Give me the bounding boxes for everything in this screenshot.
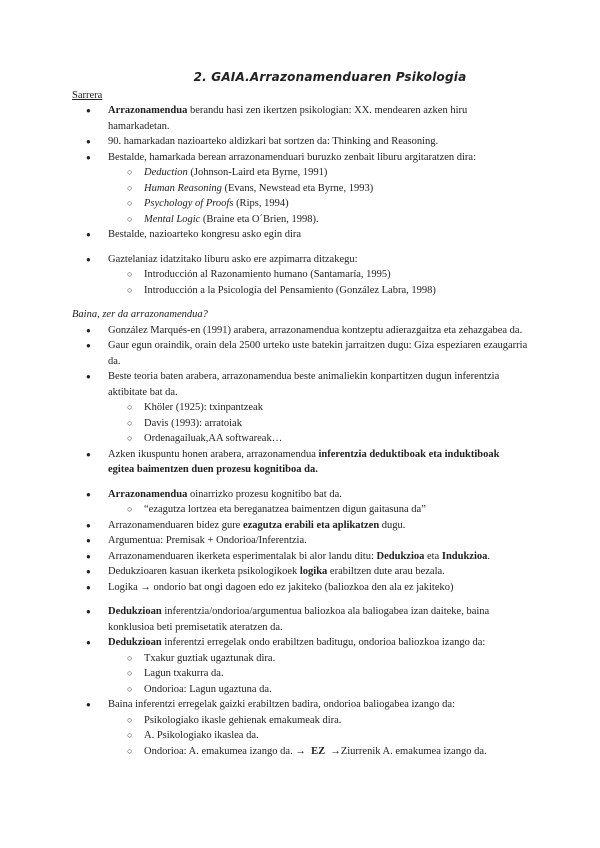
list-item: ● Azken ikuspuntu honen arabera, arrazonamendua inferentzia deduktiboak eta induktiboak egitea baimentzen duen prozesu kognitiboa da. bbox=[72, 447, 528, 478]
list-item: ● Beste teoria baten arabera, arrazonamendua beste animaliekin konpartitzen dugun inferentzia aktibitate bat da. bbox=[72, 369, 528, 400]
bullet-list-sarrera bbox=[72, 103, 528, 243]
list-item: ● Arrazonamenduaren ikerketa esperimentalak bi alor landu ditu: Dedukzioa eta Indukzioa. bbox=[72, 549, 528, 565]
bullet-list-books bbox=[72, 252, 528, 299]
sub-list-item: ○ Ondorioa: Lagun ugaztuna da. bbox=[72, 682, 528, 698]
list-item: ● Gaur egun oraindik, orain dela 2500 urteko uste batekin jarraitzen dugu: Giza espeziaren ezaugarria da. bbox=[72, 338, 528, 369]
sub-list-item: ○ Human Reasoning (Evans, Newstead eta Byrne, 1993) bbox=[72, 181, 528, 197]
list-item: ● Bestalde, hamarkada berean arrazonamenduari buruzko zenbait liburu argitaratzen dira: bbox=[72, 150, 528, 166]
list-item: ● Arrazonamendua berandu hasi zen ikertzen psikologian: XX. mendearen azken hiru hamarkadetan. bbox=[72, 103, 528, 134]
arrow-icon: → bbox=[140, 581, 151, 593]
sub-list-item: ○ Introducción al Razonamiento humano (Santamaría, 1995) bbox=[72, 267, 528, 283]
sub-list-item: ○ Psikologiako ikasle gehienak emakumeak dira. bbox=[72, 713, 528, 729]
list-item: ● Argumentua: Premisak + Ondorioa/Inferentzia. bbox=[72, 533, 528, 549]
list-item: ● Dedukzioaren kasuan ikerketa psikologikoek logika erabiltzen dute arau bezala. bbox=[72, 564, 528, 580]
bullet-list-definition bbox=[72, 323, 528, 478]
sub-list-item: ○ Psychology of Proofs (Rips, 1994) bbox=[72, 196, 528, 212]
sub-list-item: ○ Deduction (Johnson-Laird eta Byrne, 1991) bbox=[72, 165, 528, 181]
sub-list-item: ○ Khöler (1925): txinpantzeak bbox=[72, 400, 528, 416]
list-item: ● Dedukzioan inferentzia/ondorioa/argumentua baliozkoa ala baliogabea izan daiteke, baina konklusioa beti premisetatik ateratzen da. bbox=[72, 604, 528, 635]
arrow-icon: → bbox=[330, 745, 341, 757]
sub-list-item: ○ “ezagutza lortzea eta bereganatzea baimentzen digun gaitasuna da” bbox=[72, 502, 528, 518]
page-title: 2. GAIA.Arrazonamenduaren Psikologia bbox=[193, 70, 467, 84]
list-item: ● Arrazonamenduaren bidez gure ezagutza erabili eta aplikatzen dugu. bbox=[72, 518, 528, 534]
document-page bbox=[72, 70, 528, 759]
list-item: ● Logika → ondorio bat ongi dagoen edo ez jakiteko (baliozkoa den ala ez jakiteko) bbox=[72, 580, 528, 596]
list-item: ● Bestalde, nazioarteko kongresu asko egin dira bbox=[72, 227, 528, 243]
list-item: ● Dedukzioan inferentzi erregelak ondo erabiltzen baditugu, ondorioa baliozkoa izango da: bbox=[72, 635, 528, 651]
sub-list-item: ○ Ordenagailuak,AA softwareak… bbox=[72, 431, 528, 447]
arrow-icon: → bbox=[295, 745, 306, 757]
sub-list-item: ○ Lagun txakurra da. bbox=[72, 666, 528, 682]
sub-list-item: ○ Txakur guztiak ugaztunak dira. bbox=[72, 651, 528, 667]
sub-list-item: ○ A. Psikologiako ikaslea da. bbox=[72, 728, 528, 744]
list-item: ● 90. hamarkadan nazioarteko aldizkari bat sortzen da: Thinking and Reasoning. bbox=[72, 134, 528, 150]
sub-list-item: ○ Introducción a la Psicología del Pensamiento (González Labra, 1998) bbox=[72, 283, 528, 299]
list-item: ● Gaztelaniaz idatzitako liburu asko ere azpimarra ditzakegu: bbox=[72, 252, 528, 268]
sub-list-item: ○ Ondorioa: A. emakumea izango da. → EZ →Ziurrenik A. emakumea izango da. bbox=[72, 744, 528, 760]
bullet-list-process bbox=[72, 487, 528, 596]
list-item: ● González Marqués-en (1991) arabera, arrazonamendua kontzeptu adierazgaitza eta zehazgabea da. bbox=[72, 323, 528, 339]
section-heading-question: Baina, zer da arrazonamendua? bbox=[72, 309, 208, 320]
section-heading-sarrera: Sarrera bbox=[72, 89, 103, 101]
bullet-list-deduction bbox=[72, 604, 528, 759]
sub-list-item: ○ Mental Logic (Braine eta O´Brien, 1998). bbox=[72, 212, 528, 228]
list-item: ● Arrazonamendua oinarrizko prozesu kognitibo bat da. bbox=[72, 487, 528, 503]
list-item: ● Baina inferentzi erregelak gaizki erabiltzen badira, ondorioa baliogabea izango da: bbox=[72, 697, 528, 713]
sub-list-item: ○ Davis (1993): arratoiak bbox=[72, 416, 528, 432]
